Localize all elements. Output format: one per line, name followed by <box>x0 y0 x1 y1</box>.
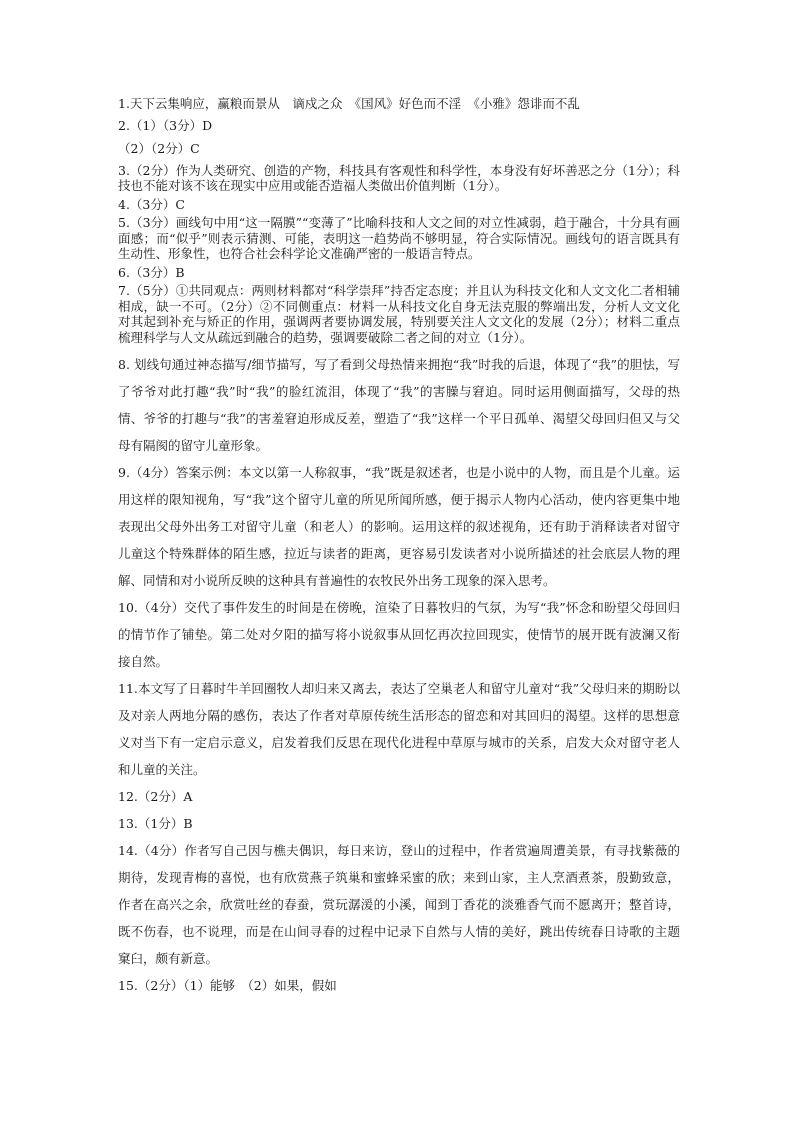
answer-9: 9.（4分）答案示例：本文以第一人称叙事，“我”既是叙述者，也是小说中的人物，而且是个儿童。运用这样的限知视角，写“我”这个留守儿童的所见所闻所感，便于揭示人物内心活动，使内容更集中地表现出父母外出务工对留守儿童（和老人）的影响。运用这样的叙述视角，还有助于消释读者对留守儿童这个特殊群体的陌生感，拉近与读者的距离，更容易引发读者对小说所描述的社会底层人物的理解、同情和对小说所反映的这种具有普遍性的农牧民外出务工现象的深入思考。 <box>118 465 680 588</box>
answer-7: 7.（5分）①共同观点：两则材料都对“科学崇拜”持否定态度；并且认为科技文化和人文文化二者相辅相成，缺一不可。（2分）②不同侧重点：材料一从科技文化自身无法克服的弊端出发，分析人文文化对其起到补充与矫正的作用，强调两者要协调发展，特别要关注人文文化的发展（2分）；材料二重点梳理科学与人文从疏远到融合的趋势，强调要破除二者之间的对立（1分）。 <box>118 283 680 345</box>
answer-13: 13.（1分）B <box>118 816 193 831</box>
answer-3: 3.（2分）作为人类研究、创造的产物，科技具有客观性和科学性，本身没有好坏善恶之分（1分）；科技也不能对该不该在现实中应用或能否造福人类做出价值判断（1分）。 <box>118 162 680 193</box>
answer-8: 8. 划线句通过神态描写/细节描写，写了看到父母热情来拥抱“我”时我的后退，体现了“我”的胆怯，写了爷爷对此打趣“我”时“我”的脸红流泪，体现了“我”的害臊与窘迫。同时运用侧面描写，父母的热情、爷爷的打趣与“我”的害羞窘迫形成反差，塑造了“我”这样一个平日孤单、渴望父母回归但又与父母有隔阂的留守儿童形象。 <box>118 357 680 453</box>
answer-1: 1.天下云集响应，赢粮而景从 谪戍之众 《国风》好色而不淫 《小雅》怨诽而不乱 <box>118 96 580 111</box>
answer-11: 11.本文写了日暮时牛羊回圈牧人却归来又离去，表达了空巢老人和留守儿童对“我”父母归来的期盼以及对亲人两地分隔的感伤，表达了作者对草原传统生活形态的留恋和对其回归的渴望。这样的思想意义对当下有一定启示意义，启发着我们反思在现代化进程中草原与城市的关系，启发大众对留守老人和儿童的关注。 <box>118 681 680 777</box>
answer-14: 14.（4分）作者写自己因与樵夫偶识，每日来访，登山的过程中，作者赏遍周遭美景，有寻找紫薇的期待，发现青梅的喜悦，也有欣赏燕子筑巢和蜜蜂采蜜的欣；来到山家，主人烹酒煮茶，殷勤致意，作者在高兴之余，欣赏吐丝的春蚕，赏玩潺湲的小溪，闻到丁香花的淡雅香气而不愿离开；整首诗，既不伤春，也不说理，而是在山间寻春的过程中记录下自然与人情的美好，跳出传统春日诗歌的主题窠臼，颇有新意。 <box>118 843 680 966</box>
answer-2-1: 2.（1）（3分）D <box>118 117 213 133</box>
answer-5: 5.（3分）画线句中用“这一隔膜”“变薄了”比喻科技和人文之间的对立性减弱，趋于融合，十分具有画面感；而“似乎”则表示猜测、可能，表明这一趋势尚不够明显，符合实际情况。画线句的语言既具有生动性、形象性，也符合社会科学论文准确严密的一般语言特点。 <box>118 215 680 261</box>
answer-2-2: （2）（2分）C <box>118 141 200 156</box>
answer-key <box>118 96 680 999</box>
answer-15: 15.（2分）（1）能够 （2）如果，假如 <box>118 978 337 993</box>
answer-4: 4.（3分）C <box>118 196 185 212</box>
answer-12: 12.（2分）A <box>118 789 193 804</box>
answer-10: 10.（4分）交代了事件发生的时间是在傍晚，渲染了日暮牧归的气氛，为写“我”怀念和盼望父母回归的情节作了铺垫。第二处对夕阳的描写将小说叙事从回忆再次拉回现实，使情节的展开既有波澜又衔接自然。 <box>118 600 680 669</box>
answer-6: 6.（3分）B <box>118 264 185 280</box>
